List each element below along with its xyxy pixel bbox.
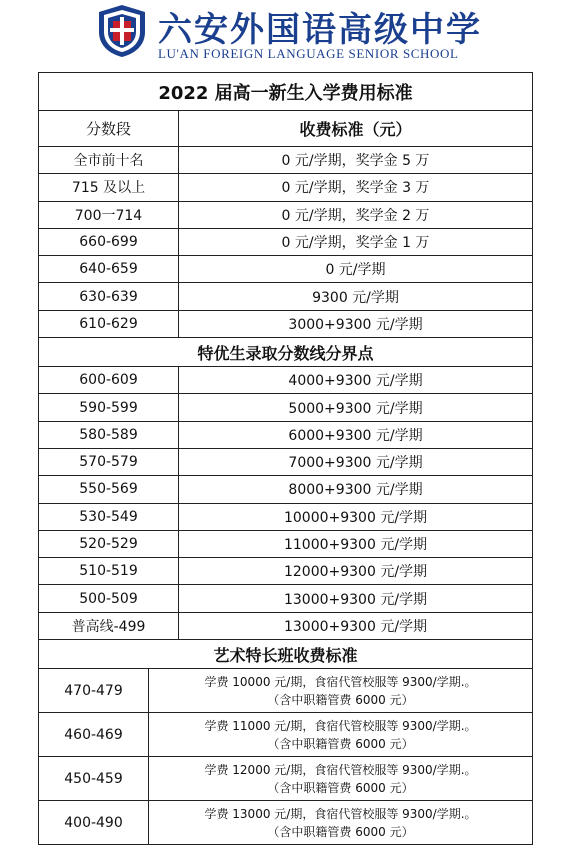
table-row bbox=[39, 174, 532, 201]
score-range: 660-699 bbox=[39, 229, 179, 255]
table-row bbox=[39, 613, 532, 640]
art-fee bbox=[149, 713, 532, 756]
fee-value: 11000+9300 元/学期 bbox=[283, 537, 428, 553]
fee-value: 12000+9300 元/学期 bbox=[283, 564, 428, 581]
table-row bbox=[39, 449, 532, 476]
fee-value: 0 元/学期，奖学金 5 万 bbox=[281, 153, 430, 170]
art-fee bbox=[149, 757, 532, 800]
score-range: 700一714 bbox=[39, 202, 179, 228]
art-fee-note: （含中职籍管费 6000 元） bbox=[267, 780, 414, 795]
fee-value: 4000+9300 元/学期 bbox=[288, 373, 423, 390]
fee-value: 8000+9300 元/学期 bbox=[288, 482, 423, 499]
score-range: 600-609 bbox=[39, 367, 179, 393]
score-range: 580-589 bbox=[39, 422, 179, 448]
fee-value: 3000+9300 元/学期 bbox=[288, 316, 423, 333]
art-fee bbox=[149, 801, 532, 844]
art-fee-text: 学费 10000 元/期，食宿代管校服等 9300/学期.。 bbox=[204, 674, 477, 689]
school-header bbox=[0, 0, 568, 68]
fee-value: 9300 元/学期 bbox=[312, 289, 399, 306]
score-range: 500-509 bbox=[39, 585, 179, 611]
art-fee-note: （含中职籍管费 6000 元） bbox=[267, 824, 414, 839]
table-row bbox=[39, 504, 532, 531]
score-range: 530-549 bbox=[39, 504, 179, 530]
table-row bbox=[39, 558, 532, 585]
fee-value: 0 元/学期，奖学金 3 万 bbox=[281, 180, 430, 197]
fee-value: 6000+9300 元/学期 bbox=[288, 427, 423, 444]
table-row bbox=[39, 283, 532, 310]
score-range: 510-519 bbox=[39, 558, 179, 584]
score-range: 520-529 bbox=[39, 531, 179, 557]
art-fee-text: 学费 11000 元/期，食宿代管校服等 9300/学期.。 bbox=[204, 718, 477, 733]
fee-value: 13000+9300 元/学期 bbox=[283, 591, 428, 608]
fee-value: 10000+9300 元/学期 bbox=[283, 509, 428, 526]
table-row bbox=[39, 202, 532, 229]
score-range: 普高线-499 bbox=[39, 613, 179, 639]
table-title-row bbox=[39, 73, 532, 111]
school-name-english: LU'AN FOREIGN LANGUAGE SENIOR SCHOOL bbox=[158, 46, 459, 61]
table-row bbox=[39, 256, 532, 283]
school-crest-icon bbox=[97, 4, 147, 58]
section-row-special bbox=[39, 338, 532, 367]
art-fee bbox=[149, 669, 532, 712]
score-range: 450-459 bbox=[39, 757, 149, 800]
art-row bbox=[39, 757, 532, 801]
fee-value: 0 元/学期，奖学金 1 万 bbox=[281, 235, 430, 252]
table-row bbox=[39, 367, 532, 394]
score-range: 550-569 bbox=[39, 476, 179, 502]
fee-value: 13000+9300 元/学期 bbox=[283, 618, 428, 635]
score-range: 715 及以上 bbox=[39, 174, 179, 200]
score-range: 全市前十名 bbox=[39, 147, 179, 173]
score-range: 590-599 bbox=[39, 394, 179, 420]
art-fee-text: 学费 12000 元/期，食宿代管校服等 9300/学期.。 bbox=[204, 762, 477, 777]
fee-value: 5000+9300 元/学期 bbox=[288, 400, 423, 417]
table-row bbox=[39, 394, 532, 421]
fee-value: 7000+9300 元/学期 bbox=[288, 455, 423, 472]
score-range: 610-629 bbox=[39, 311, 179, 337]
art-row bbox=[39, 713, 532, 757]
column-header-score: 分数段 bbox=[39, 111, 179, 146]
column-header-fee: 收费标准（元） bbox=[299, 120, 412, 139]
table-row bbox=[39, 585, 532, 612]
table-row bbox=[39, 311, 532, 338]
fee-value: 0 元/学期，奖学金 2 万 bbox=[281, 207, 430, 224]
art-fee-text: 学费 13000 元/期，食宿代管校服等 9300/学期.。 bbox=[204, 806, 477, 821]
score-range: 470-479 bbox=[39, 669, 149, 712]
school-name-chinese: 六安外国语高级中学 bbox=[158, 10, 482, 50]
fee-value: 0 元/学期 bbox=[325, 262, 386, 279]
art-row bbox=[39, 669, 532, 713]
fee-table bbox=[38, 72, 533, 845]
section-title-special: 特优生录取分数线分界点 bbox=[197, 343, 374, 363]
table-header-row bbox=[39, 111, 532, 147]
score-range: 640-659 bbox=[39, 256, 179, 282]
table-title: 2022 届高一新生入学费用标准 bbox=[158, 82, 413, 104]
score-range: 460-469 bbox=[39, 713, 149, 756]
table-row bbox=[39, 531, 532, 558]
table-row bbox=[39, 476, 532, 503]
art-fee-note: （含中职籍管费 6000 元） bbox=[267, 736, 414, 751]
score-range: 630-639 bbox=[39, 283, 179, 309]
score-range: 570-579 bbox=[39, 449, 179, 475]
section-row-art bbox=[39, 640, 532, 669]
table-row bbox=[39, 147, 532, 174]
art-fee-note: （含中职籍管费 6000 元） bbox=[267, 692, 414, 707]
art-row bbox=[39, 801, 532, 845]
score-range: 400-490 bbox=[39, 801, 149, 844]
section-title-art: 艺术特长班收费标准 bbox=[213, 645, 358, 665]
table-row bbox=[39, 229, 532, 256]
table-row bbox=[39, 422, 532, 449]
